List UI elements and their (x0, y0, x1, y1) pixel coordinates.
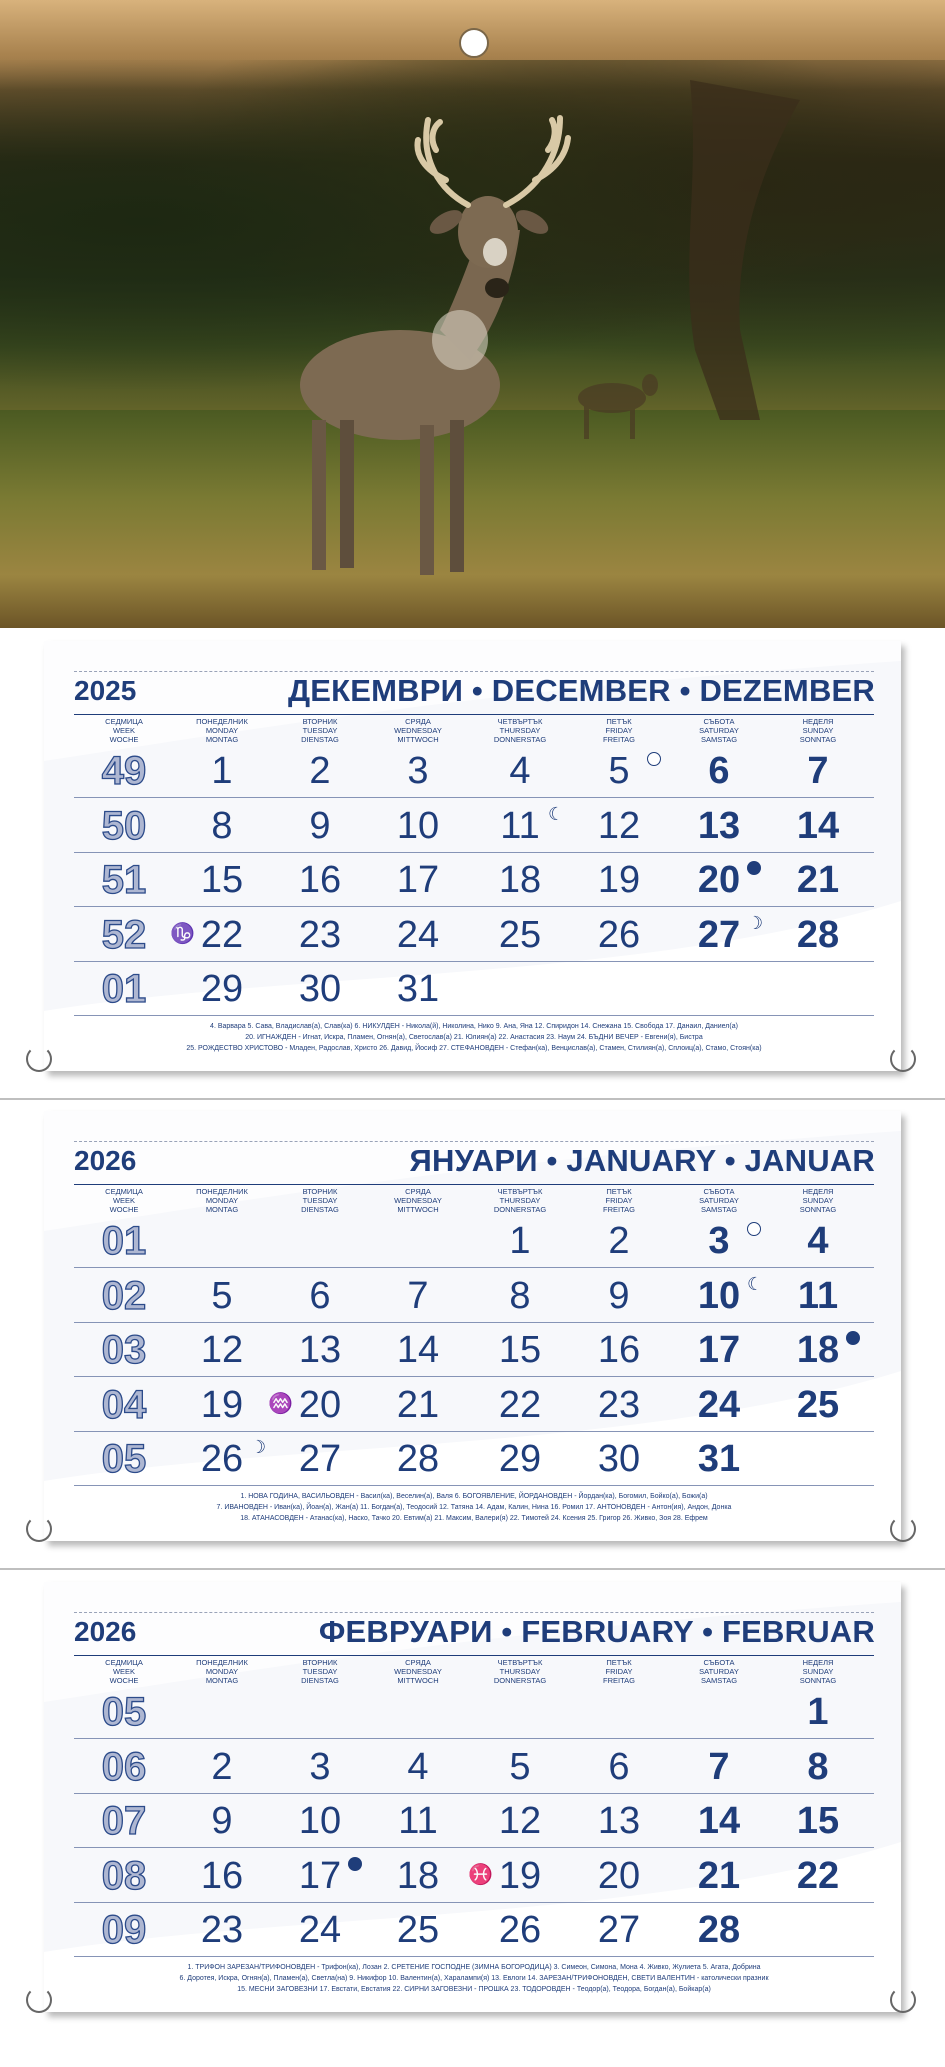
weekend-day-cell: 18 (796, 1329, 840, 1371)
weekday-header-bg: ЧЕТВЪРТЪК (497, 1658, 543, 1667)
weekday-header-bg: СЕДМИЦА (105, 1187, 143, 1196)
weekday-header-en: WEDNESDAY (394, 726, 442, 735)
weekend-day-cell: 14 (697, 1800, 741, 1842)
weekday-header (275, 717, 365, 744)
weekend-day-cell: 4 (807, 1220, 829, 1262)
weekday-header-bg: СРЯДА (405, 717, 431, 726)
panel-divider (0, 1098, 945, 1100)
day-cell: 23 (200, 1909, 244, 1951)
name-days-line: 7. ИВАНОВДЕН - Иван(ка), Йоан(а), Жан(а) 11. Богдан(а), Теодосий 12. Татяна 14. Адам, Калин, Нина 16. Ромил 17. АНТОНОВДЕН - Антон(ия), Андон, Донка (216, 1503, 732, 1511)
weekend-day-cell: 21 (697, 1854, 741, 1897)
weekday-header-bg: НЕДЕЛЯ (802, 1187, 834, 1196)
week-column-header (79, 1658, 169, 1685)
day-cell: 7 (407, 1274, 429, 1317)
week-number: 07 (101, 1799, 147, 1843)
zodiac-sign-icon: ♑ (170, 922, 195, 945)
weekday-header-en: TUESDAY (302, 1667, 338, 1676)
weekday-header-bg: СЪБОТА (703, 1187, 735, 1196)
name-days-list (74, 1021, 874, 1054)
weekday-header-de: SAMSTAG (700, 1676, 738, 1685)
day-cell: 27 (298, 1438, 342, 1480)
day-cell: 19 (200, 1383, 244, 1426)
new-moon-icon (747, 861, 761, 875)
week-number: 09 (101, 1908, 147, 1952)
new-moon-icon (846, 1331, 860, 1345)
weekday-header-bg: ПЕТЪК (606, 717, 632, 726)
day-cell: 8 (509, 1274, 531, 1317)
weekday-header (574, 1187, 664, 1214)
weekday-header-en: SUNDAY (802, 1196, 834, 1205)
weekday-header (373, 717, 463, 744)
weekday-header (373, 1658, 463, 1685)
weekday-header (275, 1658, 365, 1685)
weekday-header-bg: ПОНЕДЕЛНИК (196, 1658, 248, 1667)
weekend-day-cell: 21 (796, 859, 840, 901)
day-cell: 1 (509, 1220, 531, 1262)
day-cell: 12 (200, 1329, 244, 1371)
weekday-header-en: SATURDAY (699, 1196, 739, 1205)
weekday-header-en: FRIDAY (605, 726, 633, 735)
weekday-header-de: MITTWOCH (397, 1205, 439, 1214)
weekday-header-bg: ВТОРНИК (302, 1187, 338, 1196)
day-cell: 19 (498, 1854, 542, 1897)
moon-phase-crescent-icon: ☾ (747, 1273, 764, 1294)
day-cell: 5 (608, 750, 630, 792)
day-cell: 30 (298, 968, 342, 1010)
month-panel (44, 1582, 901, 2012)
right-hanging-hook (890, 1516, 916, 1542)
week-number: 49 (101, 749, 147, 793)
weekday-header-bg: НЕДЕЛЯ (802, 1658, 834, 1667)
day-cell: 24 (298, 1909, 342, 1951)
header-photo (0, 0, 945, 628)
day-cell: 22 (498, 1383, 542, 1426)
weekend-day-cell: 14 (796, 804, 840, 847)
weekday-header-bg: СЕДМИЦА (105, 717, 143, 726)
week-number: 05 (101, 1437, 147, 1481)
week-number: 01 (101, 1219, 147, 1263)
name-days-line: 1. НОВА ГОДИНА, ВАСИЛЬОВДЕН - Васил(ка), Веселин(а), Валя 6. БОГОЯВЛЕНИЕ, ЙОРДАНОВДЕН - Йордан(ка), Богомил, Бойко(а), Божи(а) (240, 1492, 708, 1500)
week-column-header (79, 717, 169, 744)
weekday-header-bg: СЪБОТА (703, 1658, 735, 1667)
weekday-header (373, 1187, 463, 1214)
weekday-header (674, 1658, 764, 1685)
weekday-header (275, 1187, 365, 1214)
weekend-day-cell: 28 (796, 913, 840, 956)
day-cell: 19 (597, 859, 641, 901)
day-cell: 26 (200, 1438, 244, 1480)
weekday-header (475, 1187, 565, 1214)
week-number: 05 (101, 1690, 147, 1734)
weekday-header (177, 1658, 267, 1685)
day-cell: 2 (211, 1745, 233, 1788)
day-cell: 31 (396, 968, 440, 1010)
full-moon-icon (647, 752, 661, 766)
day-cell: 2 (608, 1220, 630, 1262)
month-title: ЯНУАРИ • JANUARY • JANUAR (409, 1143, 875, 1178)
weekday-header-en: FRIDAY (605, 1667, 633, 1676)
perforation-line (74, 1612, 874, 1613)
week-row (74, 1685, 874, 1739)
weekday-header (674, 1187, 764, 1214)
day-cell: 9 (608, 1274, 630, 1317)
right-hanging-hook (890, 1046, 916, 1072)
day-cell: 17 (298, 1854, 342, 1897)
day-cell: 27 (597, 1909, 641, 1951)
weekday-header-en: THURSDAY (499, 1667, 541, 1676)
weekday-header (475, 1658, 565, 1685)
weekend-day-cell: 1 (807, 1691, 829, 1733)
moon-phase-crescent-icon: ☽ (747, 912, 764, 933)
day-cell: 3 (309, 1745, 331, 1788)
weekday-header (574, 717, 664, 744)
name-days-line: 1. ТРИФОН ЗАРЕЗАН/ТРИФОНОВДЕН - Трифон(ка), Лозан 2. СРЕТЕНИЕ ГОСПОДНЕ (ЗИМНА БОГОРОДИЦА) 3. Симеон, Симона, Мона 4. Живко, Жулиета 5. Агата, Добрина (187, 1963, 761, 1971)
weekday-header-de: SONNTAG (799, 1205, 837, 1214)
name-days-line: 6. Доротея, Искра, Огнян(а), Пламен(а), Светла(на) 9. Никифор 10. Валентин(а), Харалампи(я) 13. Евлоги 14. ЗАРЕЗАН/ТРИФОНОВДЕН, СВЕТИ ВАЛЕНТИН - католически празник (179, 1974, 769, 1982)
day-cell: 29 (498, 1438, 542, 1480)
name-days-list (74, 1962, 874, 1995)
day-cell: 6 (309, 1274, 331, 1317)
weekday-header-en: FRIDAY (605, 1196, 633, 1205)
name-days-line: 18. АТАНАСОВДЕН - Атанас(ка), Наско, Тачко 20. Евтим(а) 21. Максим, Валери(я) 22. Тимотей 24. Ксения 25. Григор 26. Живко, Зоя 28. Ефрем (240, 1514, 708, 1522)
weekday-header-de: DIENSTAG (301, 1205, 339, 1214)
day-cell: 16 (298, 859, 342, 901)
day-cell: 13 (597, 1800, 641, 1842)
day-cell: 2 (309, 750, 331, 792)
weekday-header-en: SUNDAY (802, 1667, 834, 1676)
weekday-header-de: MONTAG (205, 1205, 239, 1214)
day-cell: 9 (211, 1800, 233, 1842)
day-cell: 18 (396, 1854, 440, 1897)
weekday-header-de: FREITAG (603, 1676, 635, 1685)
day-cell: 29 (200, 968, 244, 1010)
day-cell: 22 (200, 913, 244, 956)
weekday-header-bg: ПЕТЪК (606, 1658, 632, 1667)
year-label: 2025 (74, 675, 137, 706)
month-title: ДЕКЕМВРИ • DECEMBER • DEZEMBER (287, 673, 875, 708)
hanging-hole (459, 28, 489, 58)
weekend-day-cell: 7 (807, 750, 829, 792)
weekend-day-cell: 25 (796, 1383, 840, 1426)
day-cell: 17 (396, 859, 440, 901)
weekday-header-bg: СРЯДА (405, 1187, 431, 1196)
weekday-header-bg: ПОНЕДЕЛНИК (196, 1187, 248, 1196)
deer-illustration (0, 0, 945, 628)
weekday-header-de: DIENSTAG (301, 735, 339, 744)
right-hanging-hook (890, 1987, 916, 2013)
weekend-day-cell: 22 (796, 1854, 840, 1897)
day-cell: 3 (407, 750, 429, 792)
weekend-day-cell: 7 (708, 1745, 730, 1788)
month-panel (44, 641, 901, 1071)
weekday-header (177, 717, 267, 744)
week-column-header (79, 1187, 169, 1214)
day-cell: 28 (396, 1438, 440, 1480)
month-panel (44, 1111, 901, 1541)
weekday-header-de: MITTWOCH (397, 1676, 439, 1685)
weekday-header-en: MONDAY (205, 1196, 239, 1205)
weekday-header-en: THURSDAY (499, 726, 541, 735)
moon-phase-crescent-icon: ☾ (548, 803, 565, 824)
moon-phase-crescent-icon: ☽ (250, 1437, 267, 1457)
perforation-line (74, 671, 874, 672)
weekday-header-de: WOCHE (109, 1676, 139, 1685)
weekend-day-cell: 31 (697, 1438, 741, 1480)
weekday-header-de: SONNTAG (799, 1676, 837, 1685)
weekday-header-bg: ПЕТЪК (606, 1187, 632, 1196)
zodiac-sign-icon: ♒ (268, 1392, 293, 1415)
title-rule (74, 714, 874, 715)
day-cell: 10 (396, 804, 440, 847)
day-cell: 6 (608, 1745, 630, 1788)
week-number: 02 (101, 1273, 147, 1318)
weekend-day-cell: 6 (708, 750, 730, 792)
week-number: 08 (101, 1853, 147, 1898)
week-number: 01 (101, 967, 147, 1011)
weekend-day-cell: 13 (697, 804, 741, 847)
weekday-header-en: TUESDAY (302, 1196, 338, 1205)
day-cell: 12 (498, 1800, 542, 1842)
weekday-header-bg: ВТОРНИК (302, 717, 338, 726)
week-number: 04 (101, 1382, 147, 1427)
day-cell: 13 (298, 1329, 342, 1371)
day-cell: 11 (500, 804, 540, 847)
day-cell: 30 (597, 1438, 641, 1480)
panel-divider (0, 1568, 945, 1570)
perforation-line (74, 1141, 874, 1142)
weekend-day-cell: 17 (697, 1329, 741, 1371)
left-hanging-hook (26, 1516, 52, 1542)
weekday-header-en: WEDNESDAY (394, 1196, 442, 1205)
day-cell: 5 (509, 1745, 531, 1788)
name-days-list (74, 1491, 874, 1524)
day-cell: 23 (298, 913, 342, 956)
new-moon-icon (348, 1857, 362, 1871)
day-cell: 21 (396, 1383, 440, 1426)
weekday-header-bg: СРЯДА (405, 1658, 431, 1667)
left-hanging-hook (26, 1046, 52, 1072)
day-cell: 25 (396, 1909, 440, 1951)
weekday-header-de: DIENSTAG (301, 1676, 339, 1685)
weekday-header-en: WEEK (112, 1667, 136, 1676)
weekday-header-bg: СЪБОТА (703, 717, 735, 726)
weekday-header-de: FREITAG (603, 1205, 635, 1214)
name-days-line: 4. Варвара 5. Сава, Владислав(а), Слав(ка) 6. НИКУЛДЕН - Никола(й), Николина, Нико 9. Ана, Яна 12. Спиридон 14. Снежана 15. Свобода 17. Данаил, Даниел(а) (210, 1022, 738, 1030)
day-cell: 9 (309, 804, 331, 847)
day-cell: 5 (211, 1274, 233, 1317)
weekday-header-en: SATURDAY (699, 1667, 739, 1676)
weekday-header-bg: ЧЕТВЪРТЪК (497, 1187, 543, 1196)
weekday-header-de: WOCHE (109, 1205, 139, 1214)
year-label: 2026 (74, 1145, 137, 1176)
day-cell: 11 (398, 1800, 438, 1842)
weekday-header-de: SAMSTAG (700, 735, 738, 744)
weekday-header-bg: ЧЕТВЪРТЪК (497, 717, 543, 726)
name-days-line: 25. РОЖДЕСТВО ХРИСТОВО - Младен, Радослав, Христо 26. Давид, Йосиф 27. СТЕФАНОВДЕН - Стефан(ка), Венцислав(а), Стамен, Стилиян(а), Сплоиц(а), Стамо, Стоян(ка) (186, 1044, 762, 1052)
day-cell: 14 (396, 1329, 440, 1371)
day-cell: 26 (597, 913, 641, 956)
weekday-header-en: MONDAY (205, 1667, 239, 1676)
weekday-header-de: MONTAG (205, 1676, 239, 1685)
weekday-header (177, 1187, 267, 1214)
weekend-day-cell: 10 (697, 1274, 741, 1317)
weekday-header-bg: СЕДМИЦА (105, 1658, 143, 1667)
title-rule (74, 1184, 874, 1185)
weekday-header (773, 1658, 863, 1685)
day-cell: 10 (298, 1800, 342, 1842)
week-number: 03 (101, 1328, 147, 1372)
weekday-header-bg: НЕДЕЛЯ (802, 717, 834, 726)
full-moon-icon (747, 1222, 761, 1236)
weekday-header-en: SUNDAY (802, 726, 834, 735)
weekday-header (773, 717, 863, 744)
year-label: 2026 (74, 1616, 137, 1647)
day-cell: 16 (200, 1854, 244, 1897)
weekday-header-bg: ПОНЕДЕЛНИК (196, 717, 248, 726)
weekday-header-en: WEDNESDAY (394, 1667, 442, 1676)
weekday-header-de: DONNERSTAG (493, 1205, 547, 1214)
day-cell: 18 (498, 859, 542, 901)
zodiac-sign-icon: ♓ (468, 1863, 493, 1886)
weekend-day-cell: 11 (797, 1274, 839, 1317)
weekday-header-de: DONNERSTAG (493, 1676, 547, 1685)
weekend-day-cell: 3 (708, 1220, 730, 1262)
weekend-day-cell: 15 (796, 1800, 840, 1842)
weekday-header (475, 717, 565, 744)
name-days-line: 20. ИГНАЖДЕН - Игнат, Искра, Пламен, Огнян(а), Светослав(а) 21. Юлиян(а) 22. Анастасия 23. Наум 24. БЪДНИ ВЕЧЕР - Евгени(я), Бистра (245, 1033, 703, 1041)
weekday-header-de: DONNERSTAG (493, 735, 547, 744)
weekend-day-cell: 28 (697, 1909, 741, 1951)
name-days-line: 15. МЕСНИ ЗАГОВЕЗНИ 17. Евстати, Евстатия 22. СИРНИ ЗАГОВЕЗНИ - ПРОШКА 23. ТОДОРОВДЕН - Теодор(а), Теодора, Богдан(а), Бойкар(а) (237, 1985, 711, 1993)
weekend-day-cell: 24 (697, 1383, 741, 1426)
weekday-header-en: MONDAY (205, 726, 239, 735)
week-number: 51 (101, 858, 147, 902)
day-cell: 15 (200, 859, 244, 901)
weekend-day-cell: 8 (807, 1745, 829, 1788)
weekday-header-bg: ВТОРНИК (302, 1658, 338, 1667)
day-cell: 23 (597, 1383, 641, 1426)
weekday-header-de: MITTWOCH (397, 735, 439, 744)
weekday-header-de: SONNTAG (799, 735, 837, 744)
day-cell: 12 (597, 804, 641, 847)
week-number: 50 (101, 803, 147, 848)
title-rule (74, 1655, 874, 1656)
weekday-header (773, 1187, 863, 1214)
weekday-header-en: WEEK (112, 1196, 136, 1205)
weekday-header-de: FREITAG (603, 735, 635, 744)
weekday-header-en: WEEK (112, 726, 136, 735)
month-title: ФЕВРУАРИ • FEBRUARY • FEBRUAR (318, 1614, 875, 1649)
weekday-header-de: SAMSTAG (700, 1205, 738, 1214)
weekday-header-en: THURSDAY (499, 1196, 541, 1205)
day-cell: 24 (396, 913, 440, 956)
weekday-header-de: WOCHE (109, 735, 139, 744)
weekday-header (574, 1658, 664, 1685)
day-cell: 4 (407, 1745, 429, 1788)
day-cell: 25 (498, 913, 542, 956)
weekday-header (674, 717, 764, 744)
day-cell: 1 (211, 750, 233, 792)
weekday-header-de: MONTAG (205, 735, 239, 744)
weekday-header-en: SATURDAY (699, 726, 739, 735)
day-cell: 26 (498, 1909, 542, 1951)
week-number: 52 (101, 912, 147, 957)
day-cell: 16 (597, 1329, 641, 1371)
day-cell: 20 (298, 1383, 342, 1426)
day-cell: 15 (498, 1329, 542, 1371)
day-cell: 4 (509, 750, 531, 792)
weekend-day-cell: 20 (697, 859, 741, 901)
week-number: 06 (101, 1744, 147, 1789)
weekday-header-en: TUESDAY (302, 726, 338, 735)
day-cell: 20 (597, 1854, 641, 1897)
left-hanging-hook (26, 1987, 52, 2013)
weekend-day-cell: 27 (697, 913, 741, 956)
day-cell: 8 (211, 804, 233, 847)
